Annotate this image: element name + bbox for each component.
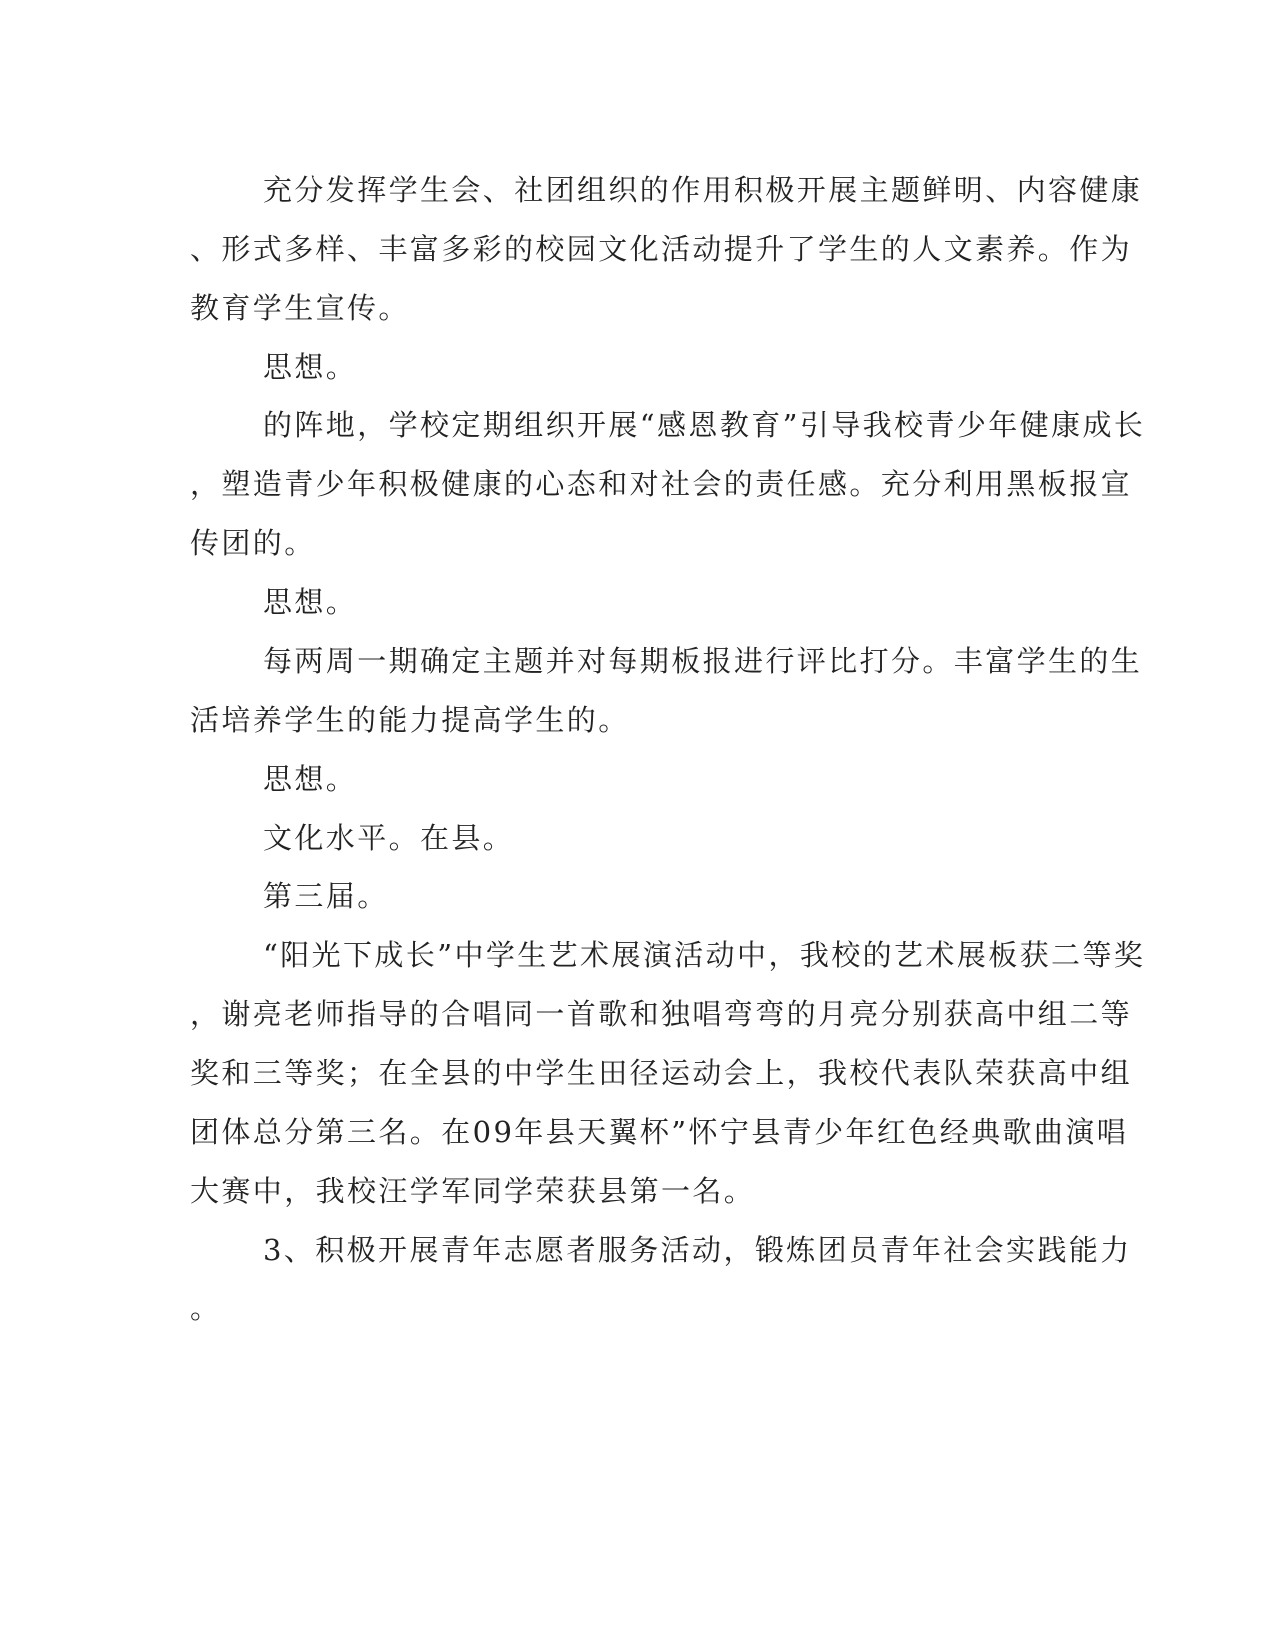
paragraph-line: 的阵地，学校定期组织开展“感恩教育”引导我校青少年健康成长	[263, 408, 1146, 442]
paragraph-line: 教育学生宣传。	[190, 291, 410, 325]
paragraph-line: 思想。	[263, 762, 358, 796]
paragraph-line: ，塑造青少年积极健康的心态和对社会的责任感。充分利用黑板报宣	[190, 467, 1133, 501]
paragraph-line: ，谢亮老师指导的合唱同一首歌和独唱弯弯的月亮分别获高中组二等	[190, 997, 1133, 1031]
paragraph-line: 奖和三等奖；在全县的中学生田径运动会上，我校代表队荣获高中组	[190, 1056, 1133, 1090]
paragraph-line: 3、积极开展青年志愿者服务活动，锻炼团员青年社会实践能力	[263, 1233, 1132, 1267]
paragraph-line: “阳光下成长”中学生艺术展演活动中，我校的艺术展板获二等奖	[263, 938, 1146, 972]
paragraph-line: 第三届。	[263, 879, 389, 913]
paragraph-line: 、形式多样、丰富多彩的校园文化活动提升了学生的人文素养。作为	[190, 232, 1133, 266]
paragraph-line: 。	[190, 1291, 222, 1325]
paragraph-line: 团体总分第三名。在09年县天翼杯”怀宁县青少年红色经典歌曲演唱	[190, 1115, 1129, 1149]
paragraph-line: 充分发挥学生会、社团组织的作用积极开展主题鲜明、内容健康	[263, 173, 1143, 207]
paragraph-line: 大赛中，我校汪学军同学荣获县第一名。	[190, 1174, 756, 1208]
paragraph-line: 传团的。	[190, 526, 316, 560]
paragraph-line: 思想。	[263, 585, 358, 619]
paragraph-line: 思想。	[263, 350, 358, 384]
paragraph-line: 每两周一期确定主题并对每期板报进行评比打分。丰富学生的生	[263, 644, 1143, 678]
paragraph-line: 活培养学生的能力提高学生的。	[190, 703, 630, 737]
paragraph-line: 文化水平。在县。	[263, 821, 515, 855]
